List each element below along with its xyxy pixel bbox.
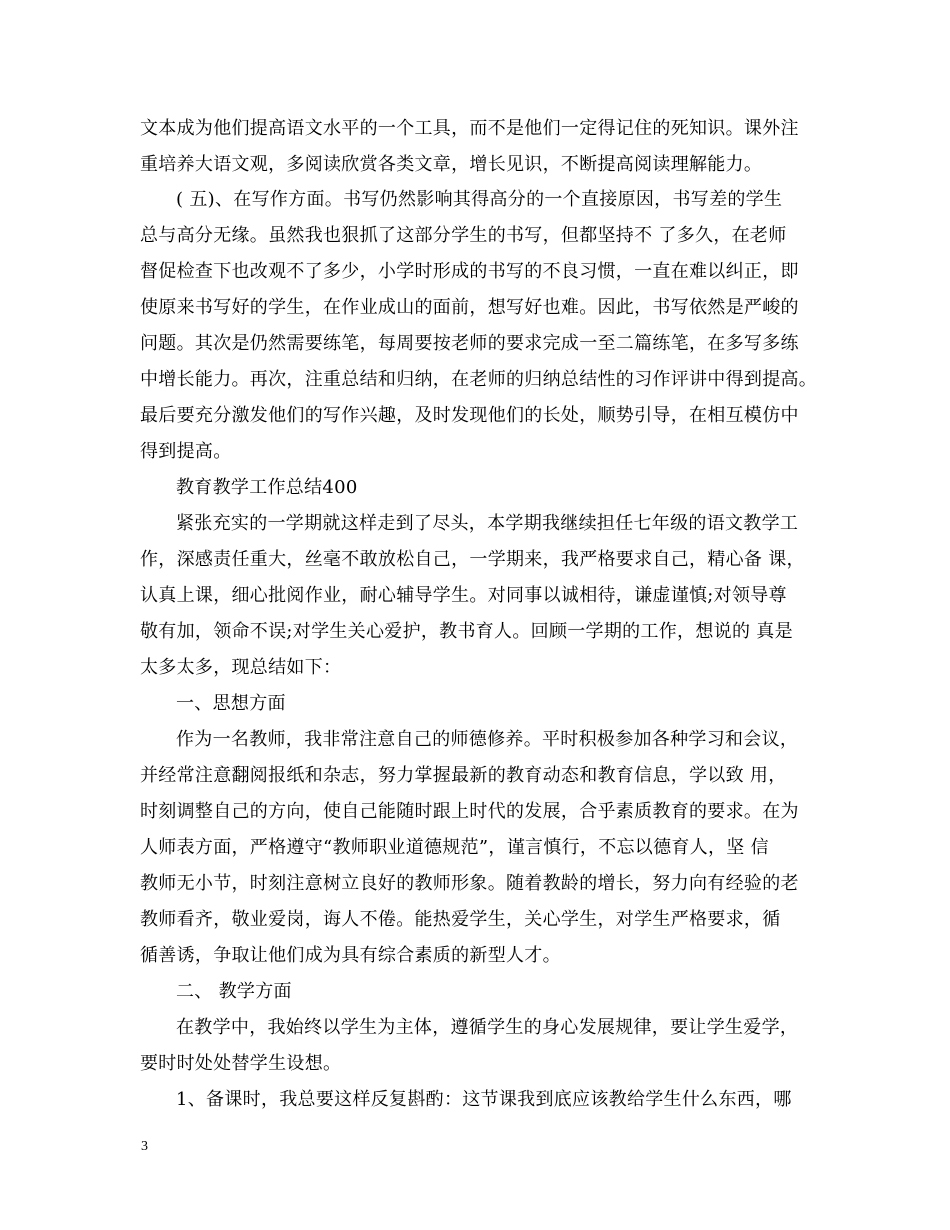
paragraph-start-line: 作为一名教师，我非常注意自己的师德修养。平时积极参加各种学习和会议， bbox=[176, 729, 799, 750]
body-text-line: 太多太多，现总结如下： bbox=[140, 657, 342, 678]
body-text-line: 教师无小节，时刻注意树立良好的教师形象。随着教龄的增长，努力向有经验的老 bbox=[140, 873, 799, 894]
section-title: 教育教学工作总结400 bbox=[176, 477, 358, 498]
body-text-line: 中增长能力。再次，注重总结和归纳，在老师的归纳总结性的习作评讲中得到提高。 bbox=[140, 369, 818, 390]
body-text-line: 文本成为他们提高语文水平的一个工具，而不是他们一定得记住的死知识。课外注 bbox=[140, 118, 799, 139]
body-text-line: 时刻调整自己的方向，使自己能随时跟上时代的发展，合乎素质教育的要求。在为 bbox=[140, 801, 799, 822]
body-text-line: 最后要充分激发他们的写作兴趣，及时发现他们的长处，顺势引导，在相互模仿中 bbox=[140, 405, 799, 426]
paragraph-start-line: 在教学中，我始终以学生为主体，遵循学生的身心发展规律，要让学生爱学， bbox=[176, 1017, 799, 1038]
body-text-line: 人师表方面，严格遵守“教师职业道德规范”，谨言慎行，不忘以德育人，坚 信 bbox=[140, 837, 769, 858]
body-text-line: 教师看齐，敬业爱岗，诲人不倦。能热爱学生，关心学生，对学生严格要求，循 bbox=[140, 909, 781, 930]
body-text-line: 重培养大语文观，多阅读欣赏各类文章，增长见识，不断提高阅读理解能力。 bbox=[140, 154, 763, 175]
body-text-line: 并经常注意翻阅报纸和杂志，努力掌握最新的教育动态和教育信息，学以致 用， bbox=[140, 765, 787, 786]
body-text-line: 问题。其次是仍然需要练笔，每周要按老师的要求完成一至二篇练笔，在多写多练 bbox=[140, 333, 799, 354]
paragraph-start-line: ( 五)、在写作方面。书写仍然影响其得高分的一个直接原因，书写差的学生 bbox=[176, 189, 783, 210]
body-text-line: 敬有加，领命不误;对学生关心爱护，教书育人。回顾一学期的工作，想说的 真是 bbox=[140, 621, 793, 642]
paragraph-start-line: 紧张充实的一学期就这样走到了尽头，本学期我继续担任七年级的语文教学工 bbox=[176, 513, 799, 534]
body-text-line: 认真上课，细心批阅作业，耐心辅导学生。对同事以诚相待，谦虚谨慎;对领导尊 bbox=[140, 585, 787, 606]
section-heading: 一、思想方面 bbox=[176, 693, 286, 714]
body-text-line: 使原来书写好的学生，在作业成山的面前，想写好也难。因此，书写依然是严峻的 bbox=[140, 297, 799, 318]
body-text-line: 要时时处处替学生设想。 bbox=[140, 1053, 342, 1074]
section-heading: 二、 教学方面 bbox=[176, 981, 292, 1002]
paragraph-start-line: 1、备课时，我总要这样反复斟酌：这节课我到底应该教给学生什么东西，哪 bbox=[176, 1089, 792, 1110]
page-number: 3 bbox=[141, 1139, 148, 1154]
body-text-line: 得到提高。 bbox=[140, 441, 232, 462]
body-text-line: 总与高分无缘。虽然我也狠抓了这部分学生的书写，但都坚持不 了多久，在老师 bbox=[140, 225, 787, 246]
body-text-line: 督促检查下也改观不了多少，小学时形成的书写的不良习惯，一直在难以纠正，即 bbox=[140, 261, 799, 282]
body-text-line: 作，深感责任重大，丝毫不敢放松自己，一学期来，我严格要求自己，精心备 课， bbox=[140, 549, 805, 570]
body-text-line: 循善诱，争取让他们成为具有综合素质的新型人才。 bbox=[140, 945, 561, 966]
